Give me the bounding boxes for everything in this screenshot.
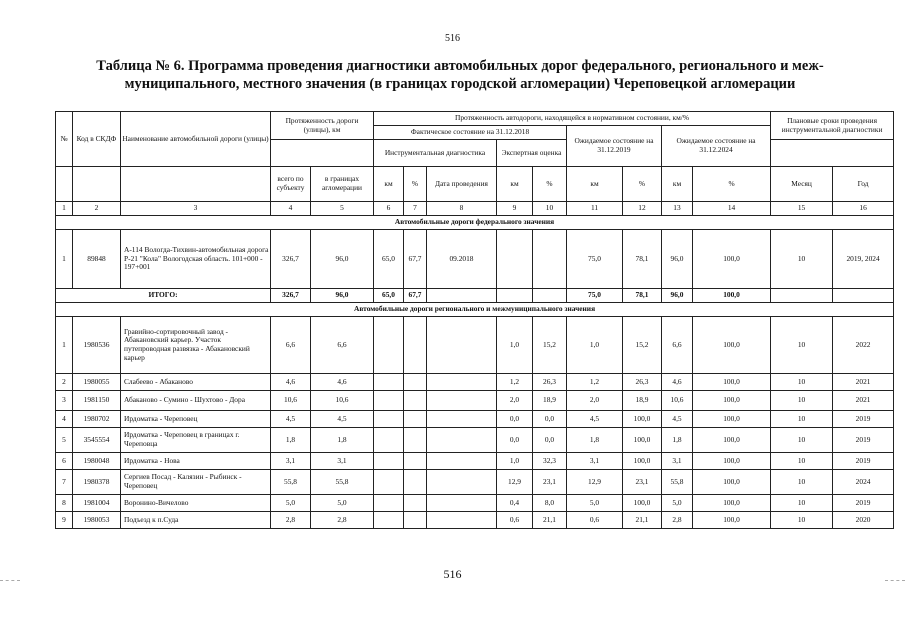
table-cell: 1,0 [567,317,623,374]
table-cell [427,495,497,512]
table-cell [374,428,404,453]
total-row [56,289,894,303]
table-cell: 10 [771,470,833,495]
header-instrumental: Инструментальная диагностика [374,140,497,167]
table-cell: 0,0 [533,428,567,453]
table-cell: 2020 [833,512,894,529]
table-cell [427,289,497,303]
header-pct-2: % [533,167,567,202]
header-expert: Экспертная оценка [497,140,567,167]
table-cell [533,289,567,303]
table-row [56,411,894,428]
column-number: 6 [374,202,404,216]
table-cell: 1980378 [73,470,121,495]
road-name: Ирдоматка - Нова [121,453,271,470]
header-total-subject: всего по субъекту [271,167,311,202]
table-cell: 5,0 [311,495,374,512]
header-month: Месяц [771,167,833,202]
table-cell: 4,6 [662,374,693,391]
group-title: Автомобильные дороги регионального и межмуниципального значения [56,303,894,317]
table-cell: 67,7 [404,289,427,303]
table-cell [427,411,497,428]
table-title [60,57,860,93]
group-federal [56,216,894,230]
table-cell: 89848 [73,230,121,289]
column-number: 3 [121,202,271,216]
table-cell: 15,2 [623,317,662,374]
table-cell: 0,0 [533,411,567,428]
table-cell: 0,6 [567,512,623,529]
table-cell [374,453,404,470]
header-year: Год [833,167,894,202]
table-cell [404,374,427,391]
table-cell: 1980536 [73,317,121,374]
table-cell: 6,6 [311,317,374,374]
table-cell: 100,0 [623,428,662,453]
header-expected-2024: Ожидаемое состояние на 31.12.2024 [662,126,771,167]
road-name: Ирдоматка - Череповец в границах г. Череповца [121,428,271,453]
table-cell: 1981150 [73,391,121,411]
table-cell [427,470,497,495]
column-number: 14 [693,202,771,216]
table-cell: 26,3 [533,374,567,391]
table-cell: 12,9 [567,470,623,495]
table-cell: 100,0 [693,495,771,512]
table-cell: 100,0 [693,374,771,391]
table-cell: 55,8 [311,470,374,495]
table-cell: 5 [56,428,73,453]
table-cell: 6,6 [662,317,693,374]
header-normative: Протяженность автодороги, находящейся в нормативном состоянии, км/% [374,112,771,126]
table-cell: 10 [771,391,833,411]
table-cell: 3 [56,391,73,411]
header-name-blank [121,167,271,202]
road-name: Гравийно-сортировочный завод - Абакановский карьер. Участок путепроводная развязка - Абакановский карьер [121,317,271,374]
table-cell: 2019, 2024 [833,230,894,289]
table-cell [404,391,427,411]
table-cell: 26,3 [623,374,662,391]
road-name: Воронино-Вичелово [121,495,271,512]
table-cell: 23,1 [533,470,567,495]
table-cell [374,495,404,512]
table-cell [404,428,427,453]
table-cell: 100,0 [693,317,771,374]
table-cell: 2024 [833,470,894,495]
table-cell: 1981004 [73,495,121,512]
road-name: Абаканово - Сумино - Шухтово - Дора [121,391,271,411]
table-cell: 55,8 [271,470,311,495]
table-cell: 55,8 [662,470,693,495]
table-cell: 21,1 [533,512,567,529]
table-row [56,374,894,391]
table-cell: 9 [56,512,73,529]
column-number: 5 [311,202,374,216]
table-cell: 96,0 [311,289,374,303]
road-name: Подъезд к п.Суда [121,512,271,529]
table-row [56,428,894,453]
table-cell [497,230,533,289]
table-cell: 100,0 [623,453,662,470]
table-cell: 7 [56,470,73,495]
table-cell [427,453,497,470]
header-km-4: км [662,167,693,202]
table-cell: 2019 [833,495,894,512]
table-cell: 2,8 [271,512,311,529]
total-label: ИТОГО: [56,289,271,303]
table-cell: 09.2018 [427,230,497,289]
table-cell: 100,0 [623,495,662,512]
table-cell: 326,7 [271,289,311,303]
table-cell: 6,6 [271,317,311,374]
table-cell [374,470,404,495]
column-number: 10 [533,202,567,216]
table-cell: 1980048 [73,453,121,470]
table-cell: 18,9 [533,391,567,411]
table-cell [404,411,427,428]
table-cell: 21,1 [623,512,662,529]
header-pct-4: % [693,167,771,202]
title-line-2: муниципального, местного значения (в границах городской агломерации) Череповецкой агломерации [124,76,796,92]
table-cell: 0,6 [497,512,533,529]
table-cell: 1980053 [73,512,121,529]
header-planned-blank [771,140,894,167]
table-cell: 100,0 [693,411,771,428]
column-number: 15 [771,202,833,216]
header-name: Наименование автомобильной дороги (улицы) [121,112,271,167]
table-cell: 4,5 [567,411,623,428]
table-cell: 6 [56,453,73,470]
table-cell: 4,5 [662,411,693,428]
header-expected-2019: Ожидаемое состояние на 31.12.2019 [567,126,662,167]
table-cell: 2019 [833,428,894,453]
table-cell: 1,0 [497,317,533,374]
header-date: Дата проведения [427,167,497,202]
table-cell [374,411,404,428]
table-row [56,470,894,495]
table-cell [427,391,497,411]
header-pct-3: % [623,167,662,202]
road-name: А-114 Вологда-Тихвин-автомобильная дорога Р-21 "Кола" Вологодская область. 101+000 - 197+001 [121,230,271,289]
table-cell: 2 [56,374,73,391]
column-number: 1 [56,202,73,216]
header-in-agglo: в границах агломерации [311,167,374,202]
column-number: 12 [623,202,662,216]
table-cell: 100,0 [693,428,771,453]
table-cell: 100,0 [693,289,771,303]
table-cell [427,317,497,374]
table-cell: 1,2 [567,374,623,391]
table-cell: 0,0 [497,428,533,453]
table-cell: 1,8 [271,428,311,453]
table-cell: 10,6 [662,391,693,411]
table-cell: 100,0 [693,391,771,411]
table-cell: 1980702 [73,411,121,428]
table-cell: 100,0 [693,512,771,529]
header-total-blank [271,140,374,167]
table-cell: 96,0 [662,289,693,303]
column-number: 11 [567,202,623,216]
group-regional [56,303,894,317]
table-cell: 10,6 [311,391,374,411]
table-cell: 67,7 [404,230,427,289]
table-cell: 1,2 [497,374,533,391]
table-cell: 4 [56,411,73,428]
table-cell: 1,8 [311,428,374,453]
table-cell: 5,0 [662,495,693,512]
table-cell: 1,0 [497,453,533,470]
table-cell: 2021 [833,391,894,411]
table-cell: 65,0 [374,289,404,303]
header-pct-1: % [404,167,427,202]
table-cell: 4,5 [271,411,311,428]
table-cell [404,470,427,495]
header-actual: Фактическое состояние на 31.12.2018 [374,126,567,140]
table-cell: 2022 [833,317,894,374]
table-cell: 10 [771,495,833,512]
table-row [56,453,894,470]
header-no: № [56,112,73,167]
table-cell: 10,6 [271,391,311,411]
table-cell: 3,1 [662,453,693,470]
table-cell: 78,1 [623,289,662,303]
table-cell: 4,5 [311,411,374,428]
header-km-1: км [374,167,404,202]
table-cell: 3545554 [73,428,121,453]
table-cell: 8 [56,495,73,512]
table-cell: 10 [771,512,833,529]
table-cell [771,289,833,303]
table-cell: 10 [771,317,833,374]
table-cell [404,495,427,512]
table-cell [374,391,404,411]
table-cell [427,374,497,391]
header-planned: Плановые сроки проведения инструментальной диагностики [771,112,894,140]
column-number: 4 [271,202,311,216]
table-cell: 15,2 [533,317,567,374]
header-code: Код в СКДФ [73,112,121,167]
table-row [56,391,894,411]
table-cell: 0,4 [497,495,533,512]
table-row [56,512,894,529]
table-cell: 10 [771,374,833,391]
table-cell: 2,0 [497,391,533,411]
table-row [56,495,894,512]
title-line-1: Таблица № 6. Программа проведения диагностики автомобильных дорог федерального, регионального и меж- [96,58,824,74]
table-cell: 10 [771,230,833,289]
table-cell: 10 [771,453,833,470]
table-cell: 0,0 [497,411,533,428]
table-cell: 18,9 [623,391,662,411]
table-cell: 12,9 [497,470,533,495]
table-row [56,230,894,289]
column-number: 8 [427,202,497,216]
table-cell: 8,0 [533,495,567,512]
column-numbers-row [56,202,894,216]
header-no-blank [56,167,73,202]
margin-mark-right [885,580,905,581]
table-cell [404,453,427,470]
table-cell: 100,0 [693,470,771,495]
column-number: 7 [404,202,427,216]
table-cell: 1980055 [73,374,121,391]
table-cell: 100,0 [693,453,771,470]
table-cell: 1,8 [567,428,623,453]
table-cell: 5,0 [271,495,311,512]
table-cell [374,317,404,374]
table-cell: 23,1 [623,470,662,495]
column-number: 16 [833,202,894,216]
table-cell: 1 [56,317,73,374]
table-cell: 10 [771,411,833,428]
table-cell: 65,0 [374,230,404,289]
table-cell [427,428,497,453]
table-cell [533,230,567,289]
table-cell: 75,0 [567,230,623,289]
table-cell: 326,7 [271,230,311,289]
road-name: Слабеево - Абаканово [121,374,271,391]
header-km-3: км [567,167,623,202]
page-number-top: 516 [445,33,460,44]
margin-mark-left [0,580,20,581]
table-cell: 2,0 [567,391,623,411]
table-cell [374,374,404,391]
table-cell: 2,8 [311,512,374,529]
road-name: Сергиев Посад - Калязин - Рыбинск - Череповец [121,470,271,495]
table-cell: 1,8 [662,428,693,453]
header-length: Протяженность дороги (улицы), км [271,112,374,140]
header-code-blank [73,167,121,202]
header-km-2: км [497,167,533,202]
table-cell: 75,0 [567,289,623,303]
table-cell [833,289,894,303]
table-cell: 1 [56,230,73,289]
group-title: Автомобильные дороги федерального значения [56,216,894,230]
table-cell [404,317,427,374]
table-cell [404,512,427,529]
column-number: 2 [73,202,121,216]
table-cell: 5,0 [567,495,623,512]
table-cell: 96,0 [311,230,374,289]
road-name: Ирдоматка - Череповец [121,411,271,428]
table-cell [374,512,404,529]
table-cell: 32,3 [533,453,567,470]
table-row [56,317,894,374]
column-number: 9 [497,202,533,216]
table-cell: 100,0 [623,411,662,428]
table-cell: 2,8 [662,512,693,529]
table-cell: 4,6 [271,374,311,391]
table-cell: 2019 [833,453,894,470]
table-cell: 2019 [833,411,894,428]
page-number-bottom: 516 [443,567,462,581]
table-cell [427,512,497,529]
table-cell: 3,1 [271,453,311,470]
table-cell: 96,0 [662,230,693,289]
column-number: 13 [662,202,693,216]
table-cell: 100,0 [693,230,771,289]
table-cell: 4,6 [311,374,374,391]
diagnostics-table [55,111,894,529]
table-cell: 78,1 [623,230,662,289]
table-cell: 2021 [833,374,894,391]
table-cell: 3,1 [311,453,374,470]
table-cell [497,289,533,303]
table-cell: 3,1 [567,453,623,470]
table-cell: 10 [771,428,833,453]
